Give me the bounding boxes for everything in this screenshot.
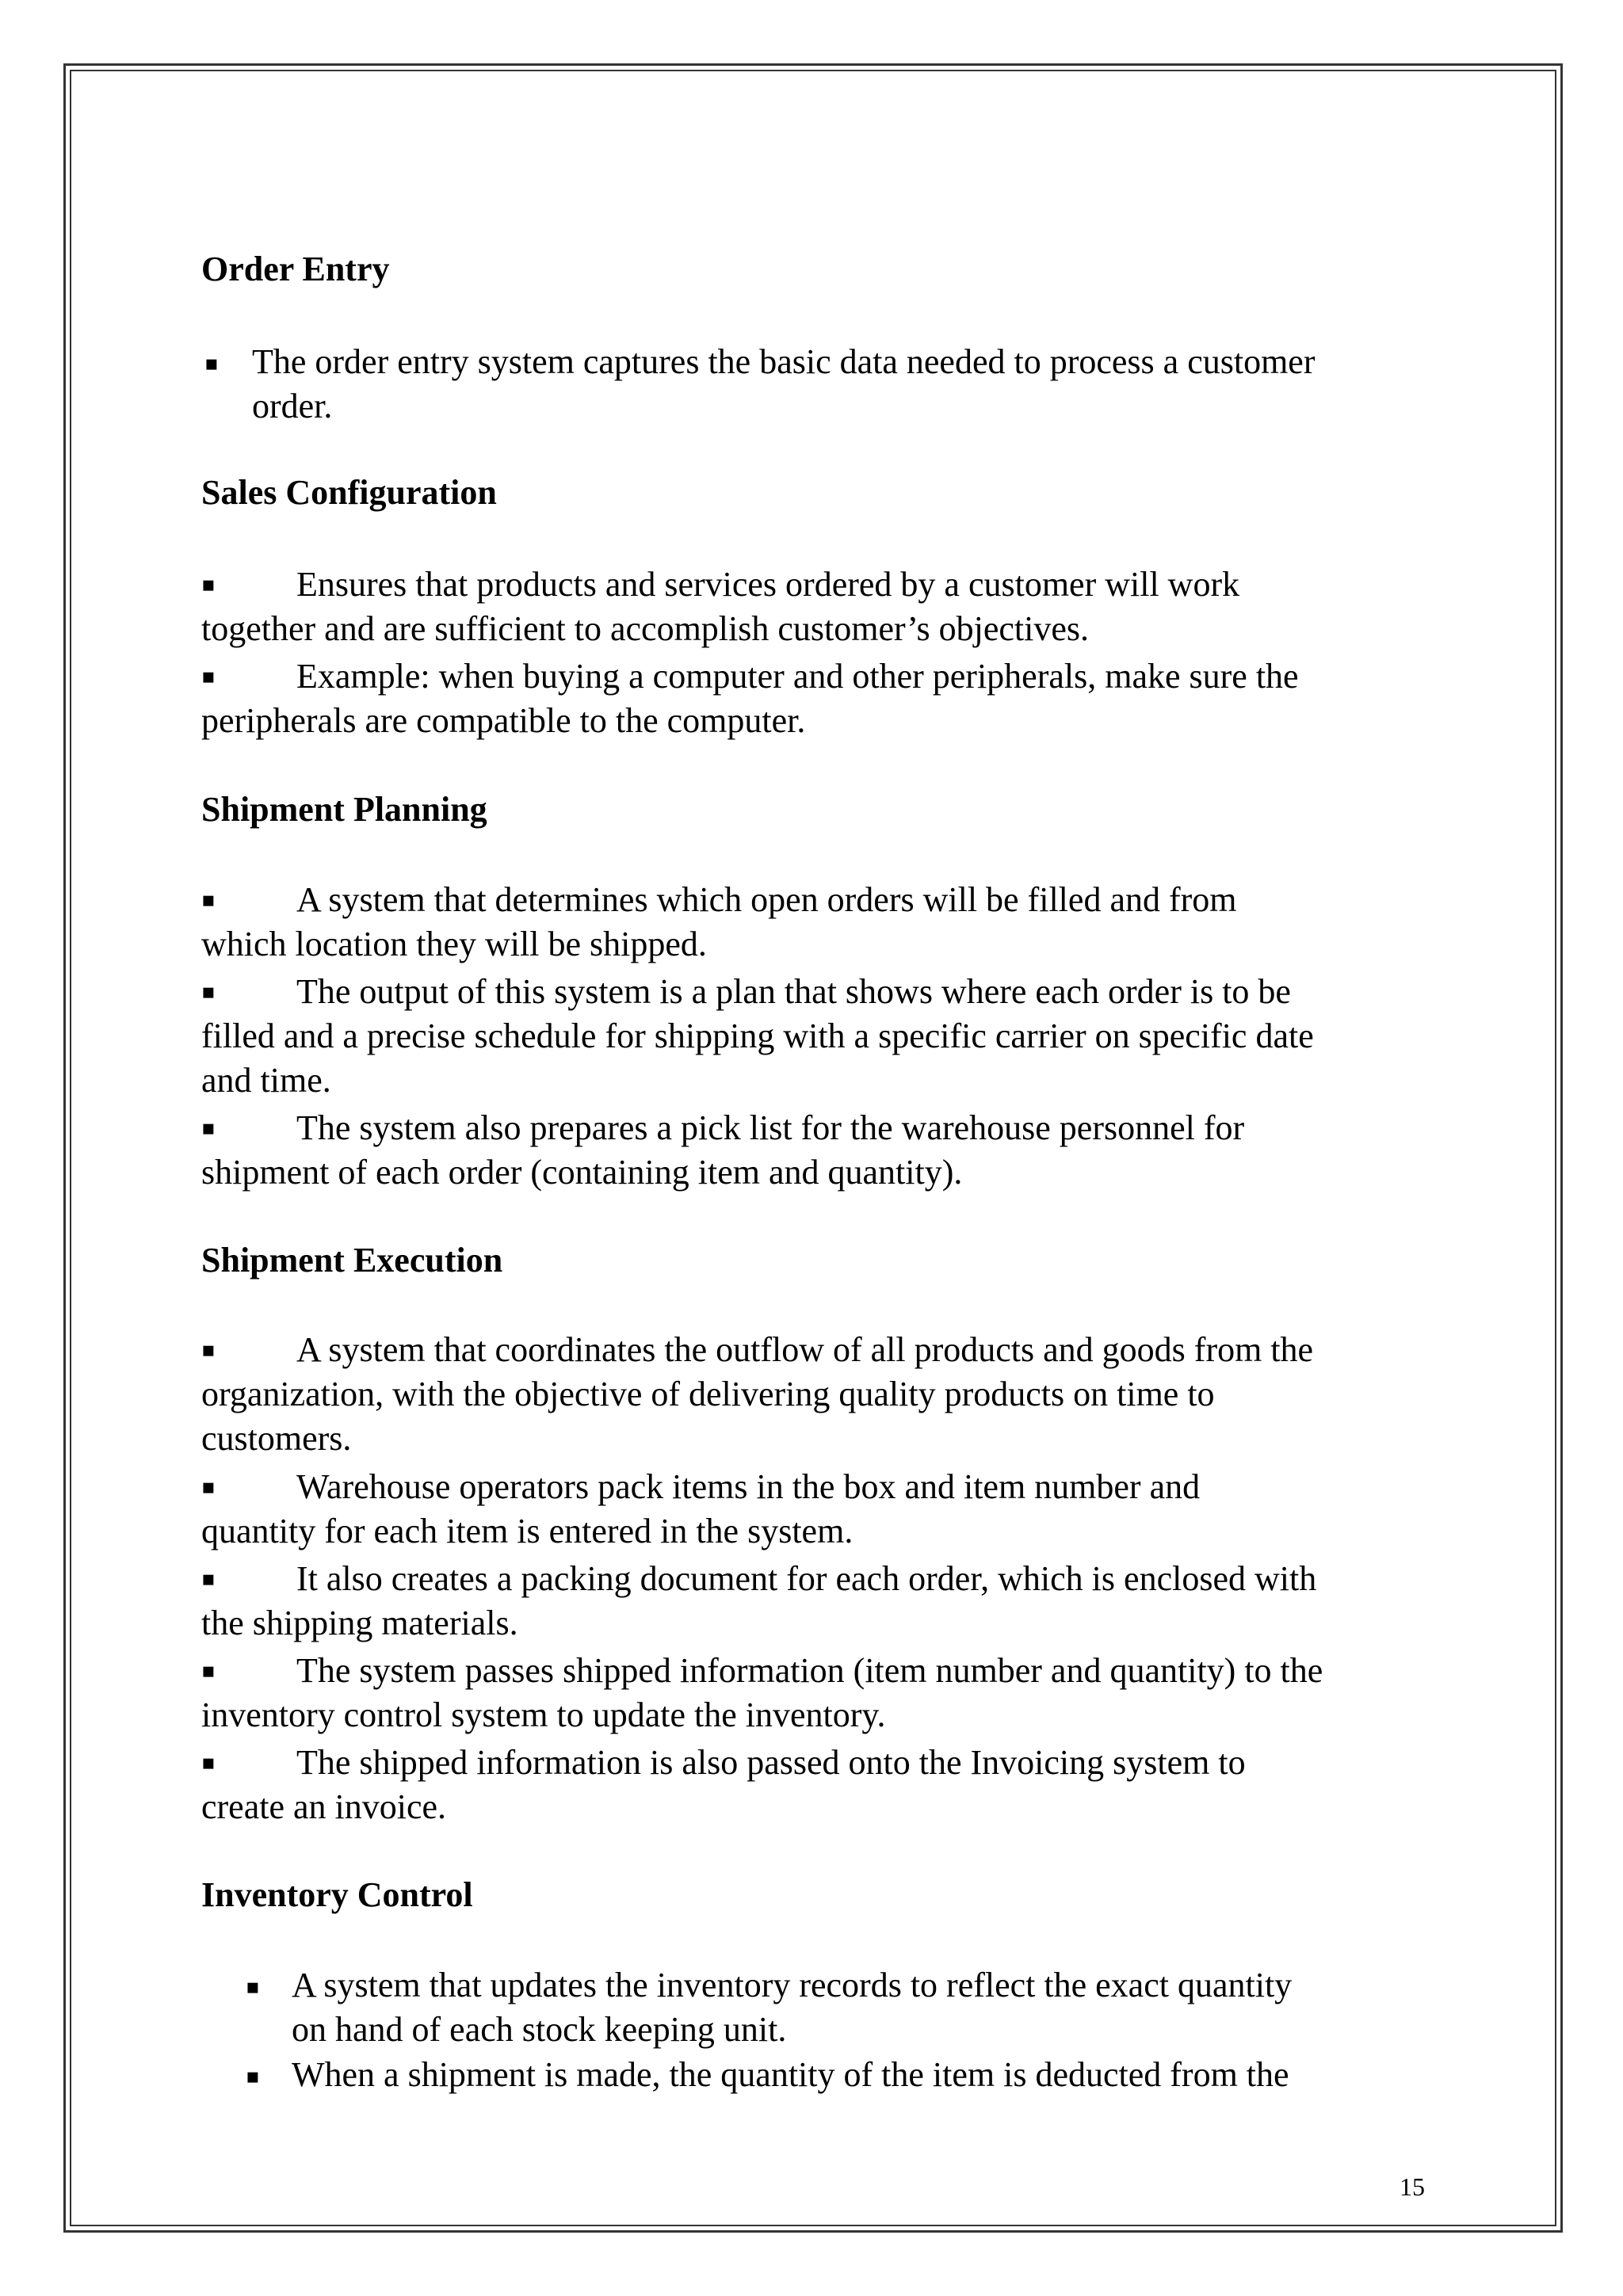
bullet-square-icon: ▪: [201, 1659, 216, 1683]
bullet-square-icon: ▪: [246, 1975, 260, 1999]
list-item-text-line: and time.: [201, 1061, 331, 1100]
list-item-text-line: create an invoice.: [201, 1787, 447, 1826]
list-item-text-line: order.: [252, 387, 333, 425]
section-heading-inventory-control: Inventory Control: [201, 1875, 473, 1914]
list-item-text-line: Ensures that products and services ordered by a customer will work: [296, 565, 1240, 604]
list-item-text-line: The order entry system captures the basic data needed to process a customer: [252, 342, 1316, 381]
page-number: 15: [1400, 2172, 1425, 2201]
list-item: [201, 1557, 1438, 1646]
list-item-text-line: peripherals are compatible to the computer.: [201, 701, 806, 740]
bullet-square-icon: ▪: [201, 1338, 216, 1362]
list-item: [201, 563, 1438, 651]
list-item: [201, 970, 1438, 1103]
bullet-square-icon: ▪: [204, 352, 219, 376]
bullet-square-icon: ▪: [201, 665, 216, 688]
list-item-text-line: Example: when buying a computer and other peripherals, make sure the: [296, 657, 1299, 696]
list-item-text-line: A system that coordinates the outflow of all products and goods from the: [296, 1330, 1314, 1369]
list-item-text-line: The output of this system is a plan that shows where each order is to be: [296, 972, 1291, 1011]
list-item-text-line: When a shipment is made, the quantity of the item is deducted from the: [292, 2055, 1289, 2094]
bullet-square-icon: ▪: [201, 980, 216, 1004]
list-item-text-line: Warehouse operators pack items in the box and item number and: [296, 1467, 1201, 1506]
section-heading-order-entry: Order Entry: [201, 250, 390, 288]
list-item: [201, 1649, 1438, 1737]
section-heading-sales-configuration: Sales Configuration: [201, 473, 497, 512]
section-heading-shipment-planning: Shipment Planning: [201, 790, 487, 829]
section-heading-shipment-execution: Shipment Execution: [201, 1241, 503, 1280]
list-item-text-line: A system that determines which open orders will be filled and from: [296, 880, 1237, 919]
list-item-text-line: the shipping materials.: [201, 1604, 518, 1642]
list-item-text-line: The system passes shipped information (item number and quantity) to the: [296, 1651, 1323, 1690]
bullet-square-icon: ▪: [201, 1475, 216, 1499]
list-item-text-line: filled and a precise schedule for shipping with a specific carrier on specific date: [201, 1016, 1314, 1055]
list-item-text-line: together and are sufficient to accomplish customer’s objectives.: [201, 609, 1090, 648]
list-item-text-line: A system that updates the inventory records to reflect the exact quantity: [292, 1966, 1293, 2004]
bullet-square-icon: ▪: [201, 1116, 216, 1140]
bullet-square-icon: ▪: [201, 1751, 216, 1775]
bullet-square-icon: ▪: [201, 888, 216, 912]
list-item: [201, 1106, 1438, 1195]
list-item-text-line: which location they will be shipped.: [201, 925, 707, 963]
bullet-square-icon: ▪: [201, 573, 216, 597]
list-item: [201, 1328, 1438, 1461]
list-item-text-line: customers.: [201, 1419, 352, 1458]
list-item: [201, 654, 1438, 743]
bullet-square-icon: ▪: [201, 1567, 216, 1591]
list-item: [201, 1465, 1438, 1554]
list-item-text-line: The shipped information is also passed onto the Invoicing system to: [296, 1743, 1246, 1782]
list-item-text-line: The system also prepares a pick list for the warehouse personnel for: [296, 1108, 1245, 1147]
list-item-text-line: shipment of each order (containing item and quantity).: [201, 1153, 963, 1192]
list-item-text-line: inventory control system to update the inventory.: [201, 1695, 886, 1734]
list-item: [201, 878, 1438, 967]
list-item-text-line: organization, with the objective of delivering quality products on time to: [201, 1375, 1215, 1413]
bullet-square-icon: ▪: [246, 2065, 260, 2088]
list-item-text-line: It also creates a packing document for each order, which is enclosed with: [296, 1559, 1317, 1598]
list-item-text-line: quantity for each item is entered in the system.: [201, 1512, 854, 1550]
list-item: [201, 1741, 1438, 1829]
list-item-text-line: on hand of each stock keeping unit.: [292, 2010, 787, 2049]
